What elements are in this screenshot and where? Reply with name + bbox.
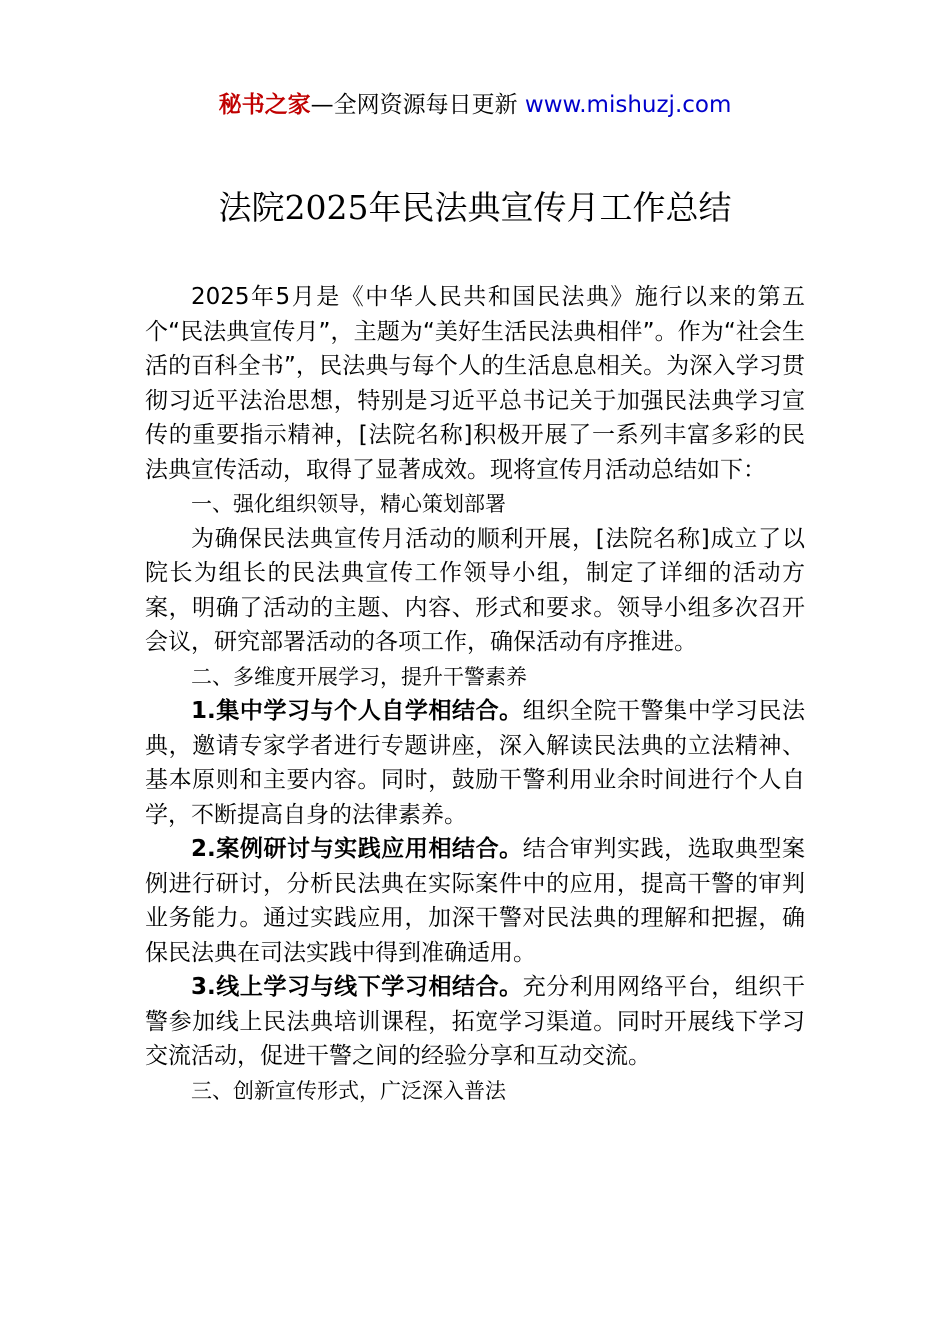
document-title: 法院2025年民法典宣传月工作总结 [218, 188, 732, 227]
item-1-paragraph [145, 694, 805, 832]
site-url-link[interactable]: www.mishuzj.com [524, 92, 732, 118]
section-heading-2: 二、多维度开展学习，提升干警素养 [191, 664, 527, 689]
item-3-paragraph [145, 970, 805, 1074]
section-heading-3: 三、创新宣传形式，广泛深入普法 [191, 1078, 506, 1103]
item-3-lead: 3.线上学习与线下学习相结合。 [191, 974, 523, 1000]
site-brand: 秘书之家 [218, 92, 311, 118]
document-body [145, 280, 805, 1108]
item-3-text: 充分利用网络平台，组织干警参加线上民法典培训课程，拓宽学习渠道。同时开展线下学习交流活动，促进干警之间的经验分享和互动交流。 [145, 974, 806, 1069]
item-1-text: 组织全院干警集中学习民法典，邀请专家学者进行专题讲座，深入解读民法典的立法精神、基本原则和主要内容。同时，鼓励干警利用业余时间进行个人自学，不断提高自身的法律素养。 [145, 698, 806, 828]
item-2-paragraph [145, 832, 805, 970]
section-1-paragraph: 为确保民法典宣传月活动的顺利开展，[法院名称]成立了以院长为组长的民法典宣传工作领导小组，制定了详细的活动方案，明确了活动的主题、内容、形式和要求。领导小组多次召开会议，研究部署活动的各项工作，确保活动有序推进。 [145, 525, 805, 655]
header-separator: — [310, 92, 334, 118]
intro-paragraph: 2025年5月是《中华人民共和国民法典》施行以来的第五个“民法典宣传月”，主题为“美好生活民法典相伴”。作为“社会生活的百科全书”，民法典与每个人的生活息息相关。为深入学习贯彻习近平法治思想，特别是习近平总书记关于加强民法典学习宣传的重要指示精神，[法院名称]积极开展了一系列丰富多彩的民法典宣传活动，取得了显著成效。现将宣传月活动总结如下： [145, 284, 805, 483]
site-tagline: 全网资源每日更新 [333, 92, 518, 118]
section-heading-1: 一、强化组织领导，精心策划部署 [191, 492, 506, 516]
item-1-lead: 1.集中学习与个人自学相结合。 [191, 698, 523, 724]
item-2-text: 结合审判实践，选取典型案例进行研讨，分析民法典在实际案件中的应用，提高干警的审判业务能力。通过实践应用，加深干警对民法典的理解和把握，确保民法典在司法实践中得到准确适用。 [145, 836, 806, 966]
item-2-lead: 2.案例研讨与实践应用相结合。 [191, 836, 523, 862]
site-header [0, 88, 950, 122]
